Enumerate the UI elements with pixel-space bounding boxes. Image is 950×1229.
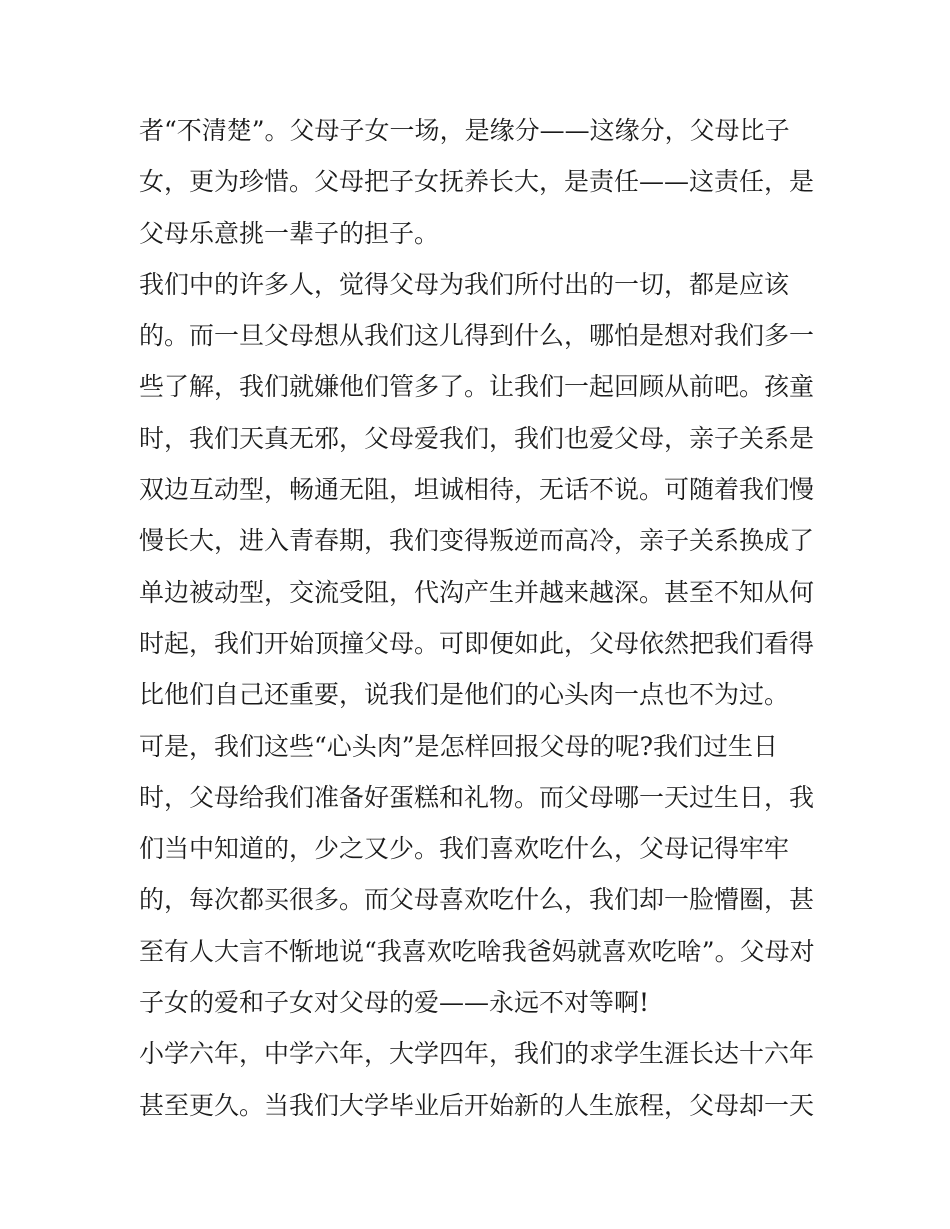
text-line: 者“不清楚”。父母子女一场，是缘分——这缘分，父母比子	[139, 116, 790, 145]
text-line: 时起，我们开始顶撞父母。可即便如此，父母依然把我们看得	[139, 628, 815, 658]
text-line: 时，我们天真无邪，父母爱我们，我们也爱父母，亲子关系是	[139, 423, 815, 453]
text-line: 的。而一旦父母想从我们这儿得到什么，哪怕是想对我们多一	[139, 321, 815, 351]
text-line: 些了解，我们就嫌他们管多了。让我们一起回顾从前吧。孩童	[139, 372, 815, 402]
text-line: 甚至更久。当我们大学毕业后开始新的人生旅程，父母却一天	[139, 1090, 815, 1120]
text-line: 的，每次都买很多。而父母喜欢吃什么，我们却一脸懵圈，甚	[139, 885, 815, 915]
text-line: 子女的爱和子女对父母的爱——永远不对等啊!	[139, 988, 650, 1018]
text-line: 双边互动型，畅通无阻，坦诚相待，无话不说。可随着我们慢	[139, 475, 815, 505]
text-line: 单边被动型，交流受阻，代沟产生并越来越深。甚至不知从何	[139, 577, 815, 607]
text-line: 们当中知道的，少之又少。我们喜欢吃什么，父母记得牢牢	[139, 834, 790, 864]
text-line: 女，更为珍惜。父母把子女抚养长大，是责任——这责任，是	[139, 167, 815, 197]
text-line: 慢长大，进入青春期，我们变得叛逆而高冷，亲子关系换成了	[139, 526, 815, 556]
text-line: 小学六年，中学六年，大学四年，我们的求学生涯长达十六年	[139, 1039, 815, 1069]
text-line: 比他们自己还重要，说我们是他们的心头肉一点也不为过。	[139, 680, 790, 710]
text-line: 可是，我们这些“心头肉”是怎样回报父母的呢?我们过生日	[139, 731, 778, 761]
text-line: 至有人大言不惭地说“我喜欢吃啥我爸妈就喜欢吃啥”。父母对	[139, 936, 815, 966]
text-line: 时，父母给我们准备好蛋糕和礼物。而父母哪一天过生日，我	[139, 782, 815, 812]
body-text	[139, 105, 819, 1131]
text-line: 我们中的许多人，觉得父母为我们所付出的一切，都是应该	[139, 269, 790, 299]
text-line: 父母乐意挑一辈子的担子。	[139, 218, 440, 248]
